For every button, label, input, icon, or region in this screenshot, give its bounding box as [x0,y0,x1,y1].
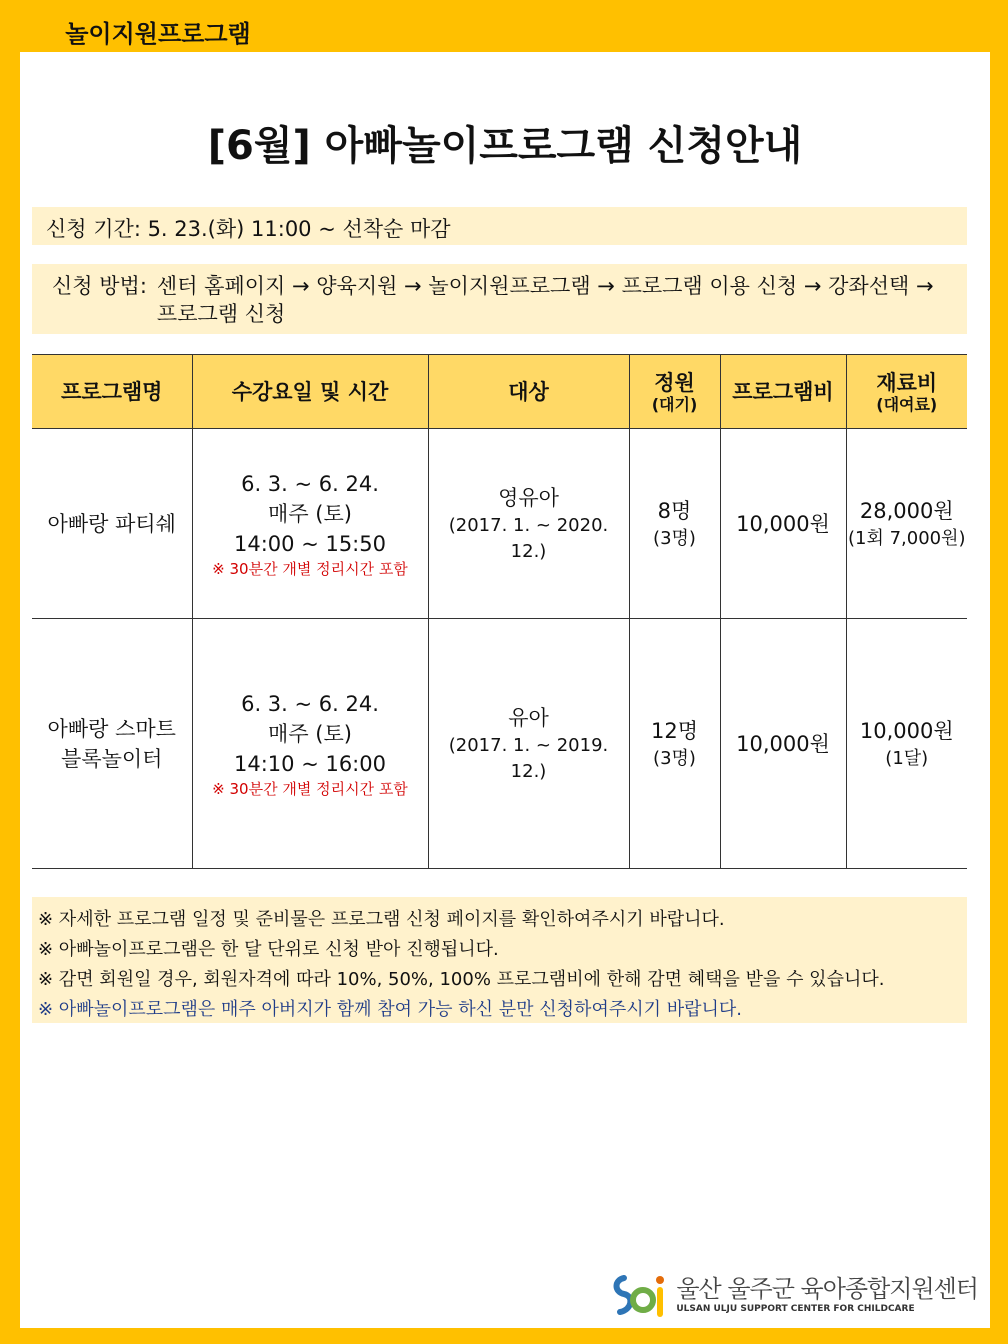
header-material-label: 재료비 [876,370,938,395]
program-name-line: 블록놀이터 [61,746,163,771]
program-material [846,429,967,619]
capacity-value: 8명 [657,498,692,523]
application-method [32,264,967,334]
program-schedule [192,429,428,619]
program-fee: 10,000원 [720,429,846,619]
program-name [32,619,192,869]
program-name-line: 아빠랑 파티쉐 [47,511,176,536]
method-steps [157,272,934,326]
table-header-row [32,355,967,429]
material-value: 28,000원 [859,498,954,523]
note-item: ※ 감면 회원일 경우, 회원자격에 따라 10%, 50%, 100% 프로그램비에 한해 감면 혜택을 받을 수 있습니다. [38,969,885,990]
program-target [428,429,629,619]
material-sub: (1달) [885,747,929,769]
note-item: ※ 아빠놀이프로그램은 한 달 단위로 신청 받아 진행됩니다. [38,939,499,960]
header-material-sub: (대여료) [876,394,938,414]
material-sub: (1회 7,000원) [847,527,966,549]
table-row [32,619,967,869]
schedule-day: 매주 (토) [268,501,352,526]
logo-name-ko: 울산 울주군 육아종합지원센터 [676,1275,978,1303]
program-schedule [192,619,428,869]
center-logo [610,1270,978,1320]
notice-page [20,52,990,1328]
page-title: [6월] 아빠놀이프로그램 신청안내 [207,123,803,169]
header-name: 프로그램명 [32,355,192,429]
schedule-time: 14:10 ~ 16:00 [234,751,386,776]
category-tab [20,10,296,52]
header-capacity [629,355,720,429]
program-table [32,354,967,869]
header-target: 대상 [428,355,629,429]
waitlist-value: (3명) [653,747,696,769]
program-name [32,429,192,619]
program-capacity [629,429,720,619]
method-line-2: 프로그램 신청 [156,302,286,326]
notes-box [32,897,967,1023]
application-period [32,207,967,245]
program-name-line: 아빠랑 스마트 [47,716,176,741]
header-capacity-sub: (대기) [651,394,698,414]
schedule-dates: 6. 3. ~ 6. 24. [241,691,379,716]
target-label: 유아 [508,705,549,730]
schedule-dates: 6. 3. ~ 6. 24. [241,471,379,496]
header-schedule: 수강요일 및 시간 [192,355,428,429]
note-item: ※ 자세한 프로그램 일정 및 준비물은 프로그램 신청 페이지를 확인하여주시기 바랍니다. [38,909,725,930]
program-fee: 10,000원 [720,619,846,869]
period-text: 신청 기간: 5. 23.(화) 11:00 ~ 선착순 마감 [46,217,451,241]
header-capacity-label: 정원 [654,370,695,395]
material-value: 10,000원 [859,718,954,743]
schedule-note: ※ 30분간 개별 정리시간 포함 [212,779,408,798]
target-range: (2017. 1. ~ 2020. 12.) [448,514,609,562]
method-line-1: 센터 홈페이지 → 양육지원 → 놀이지원프로그램 → 프로그램 이용 신청 → 강좌선택 → [156,274,934,298]
logo-name-en: ULSAN ULJU SUPPORT CENTER FOR CHILDCARE [676,1304,915,1314]
header-material [846,355,967,429]
table-row [32,429,967,619]
note-item-highlight: ※ 아빠놀이프로그램은 매주 아버지가 함께 참여 가능 하신 분만 신청하여주시기 바랍니다. [38,999,742,1020]
capacity-value: 12명 [650,718,698,743]
category-tab-label: 놀이지원프로그램 [65,19,251,48]
header-fee: 프로그램비 [720,355,846,429]
schedule-time: 14:00 ~ 15:50 [234,531,386,556]
waitlist-value: (3명) [653,527,696,549]
method-label: 신청 방법: [52,274,147,298]
schedule-note: ※ 30분간 개별 정리시간 포함 [212,559,408,578]
target-range: (2017. 1. ~ 2019. 12.) [448,734,609,782]
program-material [846,619,967,869]
schedule-day: 매주 (토) [268,721,352,746]
program-capacity [629,619,720,869]
program-target [428,619,629,869]
target-label: 영유아 [498,485,559,510]
center-logo-icon [610,1270,670,1320]
